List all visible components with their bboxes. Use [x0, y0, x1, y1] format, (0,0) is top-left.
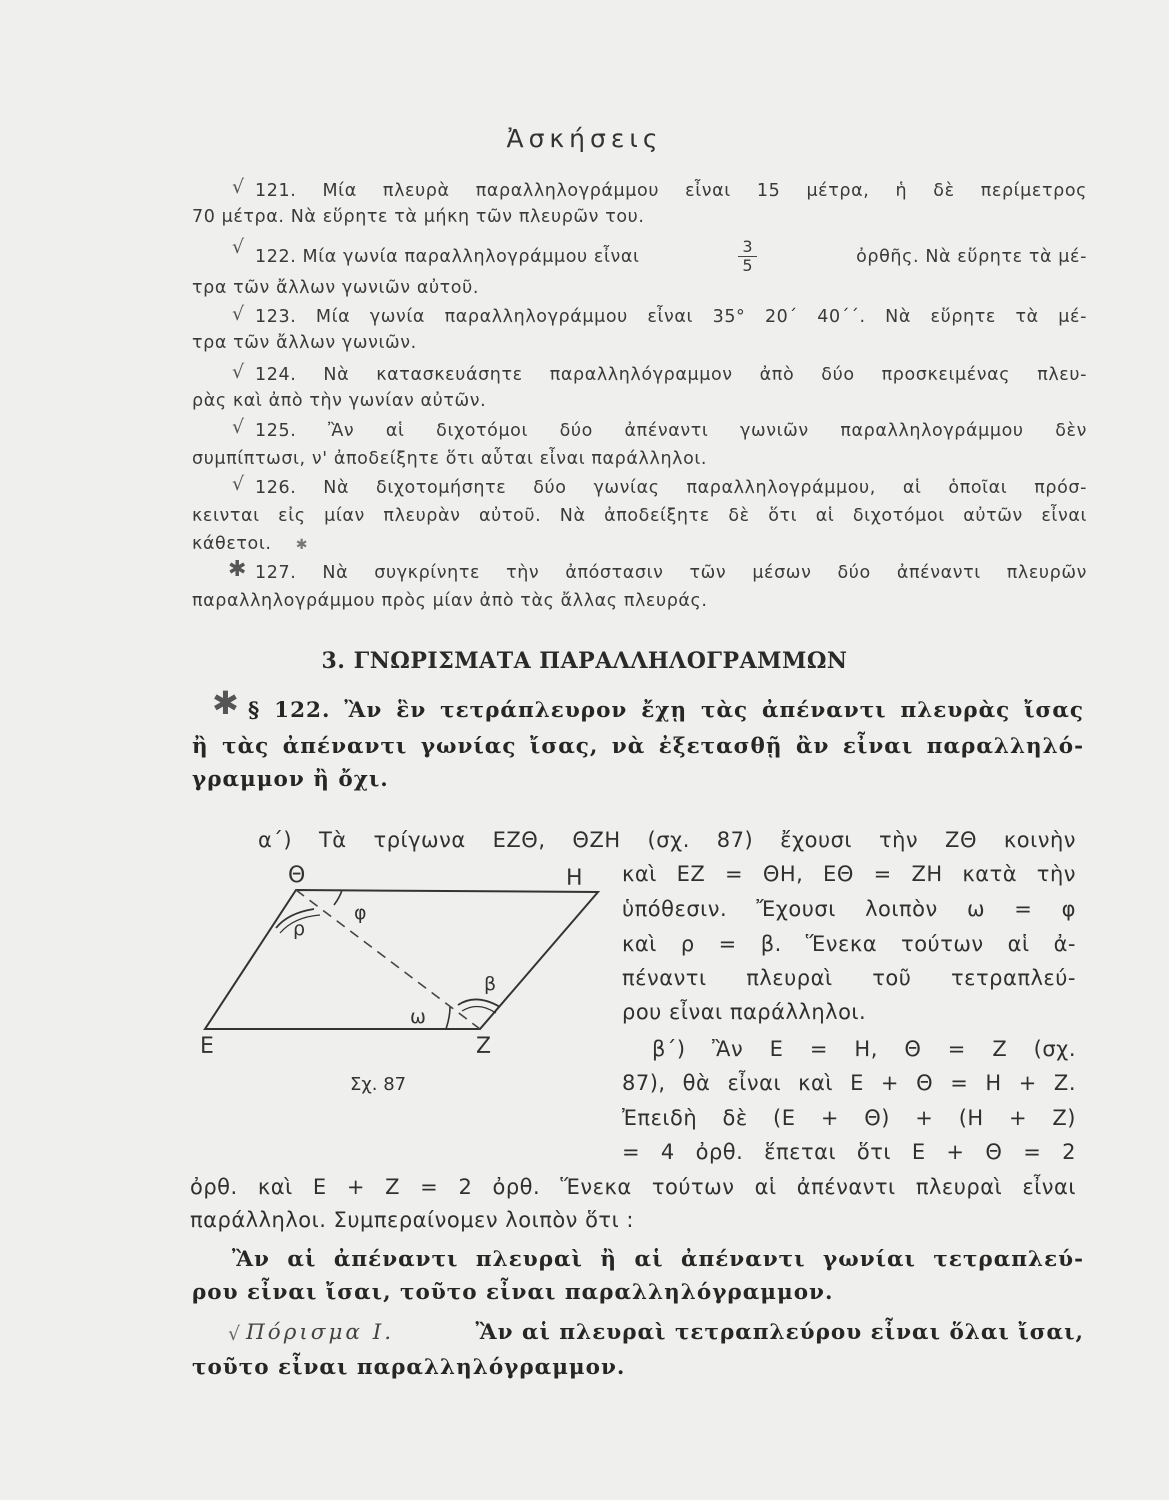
exercise-127-line-2: παραλληλογράμμου πρὸς μίαν ἀπὸ τὰς ἄλλας πλευράς.	[192, 591, 708, 611]
vertex-label-e: Ε	[200, 1034, 214, 1055]
theorem-line-1: Ἂν αἱ ἀπέναντι πλευραὶ ἢ αἱ ἀπέναντι γωνίαι τετραπλεύ-	[232, 1247, 1084, 1272]
vertex-label-theta: Θ	[288, 863, 306, 888]
corollary-line-2: τοῦτο εἶναι παραλληλόγραμμον.	[192, 1355, 626, 1380]
exercise-125-line-1: 125. Ἂν αἱ διχοτόμοι δύο ἀπέναντι γωνιῶν παραλληλογράμμου δὲν	[255, 421, 1087, 441]
paragraph-122-line-2: ἢ τὰς ἀπέναντι γωνίας ἴσας, νὰ ἐξετασθῇ ἂν εἶναι παραλληλό-	[192, 734, 1084, 759]
proof-line-10: = 4 ὀρθ. ἕπεται ὅτι Ε + Θ = 2	[622, 1140, 1076, 1164]
angle-beta-arc-inner	[462, 1006, 496, 1013]
figure-caption: Σχ. 87	[350, 1074, 407, 1095]
check-mark-icon: √	[232, 303, 245, 325]
angle-phi-arc	[334, 890, 342, 905]
check-mark-icon: √	[232, 473, 245, 495]
parallelogram-figure	[188, 855, 608, 1055]
corollary-text: Ἂν αἱ πλευραὶ τετραπλεύρου εἶναι ὅλαι ἴσαι,	[475, 1320, 1084, 1345]
fraction-numerator: 3	[738, 238, 757, 257]
angle-label-phi: φ	[354, 902, 367, 924]
exercises-heading: Ἀσκήσεις	[506, 124, 663, 153]
exercise-123-line-1: 123. Μία γωνία παραλληλογράμμου εἶναι 35° 20΄ 40΄΄. Νὰ εὕρητε τὰ μέ-	[255, 307, 1087, 327]
proof-line-5: πέναντι πλευραὶ τοῦ τετραπλεύ-	[622, 966, 1076, 990]
exercise-121-line-2: 70 μέτρα. Νὰ εὕρητε τὰ μήκη τῶν πλευρῶν του.	[192, 207, 645, 227]
angle-label-omega: ω	[410, 1006, 426, 1028]
check-mark-icon: √	[232, 176, 245, 198]
angle-label-rho: ρ	[293, 918, 306, 940]
exercise-122-text-a: 122. Μία γωνία παραλληλογράμμου εἶναι	[255, 246, 640, 267]
vertex-label-z: Ζ	[476, 1034, 492, 1055]
fraction-denominator: 5	[742, 256, 754, 275]
exercise-126-line-1: 126. Νὰ διχοτομήσητε δύο γωνίας παραλληλογράμμου, αἱ ὁποῖαι πρόσ-	[255, 478, 1087, 498]
exercise-122-line-2: τρα τῶν ἄλλων γωνιῶν αὐτοῦ.	[192, 278, 480, 298]
check-mark-icon: √	[232, 361, 245, 383]
angle-omega-arc	[446, 1007, 450, 1029]
proof-line-1: α΄) Τὰ τρίγωνα ΕΖΘ, ΘΖΗ (σχ. 87) ἔχουσι τὴν ΖΘ κοινὴν	[258, 828, 1076, 852]
proof-line-2: καὶ ΕΖ = ΘΗ, ΕΘ = ΖΗ κατὰ τὴν	[622, 862, 1076, 886]
proof-line-12: παράλληλοι. Συμπεραίνομεν λοιπὸν ὅτι :	[190, 1208, 634, 1232]
star-icon: ✱	[295, 537, 309, 553]
exercise-124-line-1: 124. Νὰ κατασκευάσητε παραλληλόγραμμον ἀπὸ δύο προσκειμένας πλευ-	[255, 365, 1087, 385]
corollary-label: Πόρισμα Ι.	[246, 1320, 395, 1345]
exercise-122-text-b: ὀρθῆς. Νὰ εὕρητε τὰ μέ-	[856, 246, 1087, 267]
proof-line-9: Ἐπειδὴ δὲ (Ε + Θ) + (Η + Ζ)	[622, 1106, 1076, 1130]
star-icon: ✱	[228, 557, 247, 582]
proof-line-11: ὀρθ. καὶ Ε + Ζ = 2 ὀρθ. Ἕνεκα τούτων αἱ ἀπέναντι πλευραὶ εἶναι	[190, 1175, 1076, 1199]
check-mark-icon: √	[228, 1323, 241, 1345]
paragraph-122-line-1: § 122. Ἂν ἓν τετράπλευρον ἔχῃ τὰς ἀπέναντι πλευρὰς ἴσας	[248, 698, 1084, 723]
exercise-124-line-2: ρὰς καὶ ἀπὸ τὴν γωνίαν αὐτῶν.	[192, 391, 487, 411]
check-mark-icon: √	[232, 236, 245, 258]
paragraph-122-line-3: γραμμον ἢ ὄχι.	[192, 767, 389, 792]
angle-beta-arc	[458, 999, 500, 1007]
proof-line-7: β΄) Ἂν Ε = Η, Θ = Ζ (σχ.	[652, 1037, 1076, 1061]
parallelogram-shape	[205, 890, 598, 1029]
exercise-127-line-1: 127. Νὰ συγκρίνητε τὴν ἀπόστασιν τῶν μέσων δύο ἀπέναντι πλευρῶν	[255, 563, 1087, 583]
exercise-126-line-3	[192, 533, 1087, 556]
proof-line-6: ρου εἶναι παράλληλοι.	[622, 1000, 867, 1024]
exercise-123-line-2: τρα τῶν ἄλλων γωνιῶν.	[192, 333, 417, 353]
exercise-121-line-1: 121. Μία πλευρὰ παραλληλογράμμου εἶναι 15 μέτρα, ἡ δὲ περίμετρος	[255, 181, 1087, 201]
corollary-line-1	[246, 1320, 1084, 1345]
star-icon: ✱	[212, 684, 239, 722]
exercise-125-line-2: συμπίπτωσι, ν' ἀποδείξητε ὅτι αὗται εἶναι παράλληλοι.	[192, 449, 708, 469]
vertex-label-h: Η	[566, 866, 583, 891]
proof-line-8: 87), θὰ εἶναι καὶ Ε + Θ = Η + Ζ.	[622, 1071, 1076, 1095]
exercise-126-line-2: κεινται εἰς μίαν πλευρὰν αὐτοῦ. Νὰ ἀποδείξητε δὲ ὅτι αἱ διχοτόμοι αὐτῶν εἶναι	[192, 506, 1087, 526]
diagonal-line	[296, 890, 480, 1029]
fraction-three-fifths	[738, 238, 757, 275]
exercise-122-line-1	[255, 238, 1087, 275]
proof-line-3: ὑπόθεσιν. Ἔχουσι λοιπὸν ω = φ	[622, 897, 1076, 921]
exercise-126-line-3-text: κάθετοι.	[192, 534, 272, 554]
section-title: 3. ΓΝΩΡΙΣΜΑΤΑ ΠΑΡΑΛΛΗΛΟΓΡΑΜΜΩΝ	[321, 648, 848, 674]
theorem-line-2: ρου εἶναι ἴσαι, τοῦτο εἶναι παραλληλόγραμμον.	[192, 1280, 834, 1305]
proof-line-4: καὶ ρ = β. Ἕνεκα τούτων αἱ ἀ-	[622, 932, 1076, 956]
check-mark-icon: √	[232, 416, 245, 438]
angle-label-beta: β	[484, 973, 497, 995]
